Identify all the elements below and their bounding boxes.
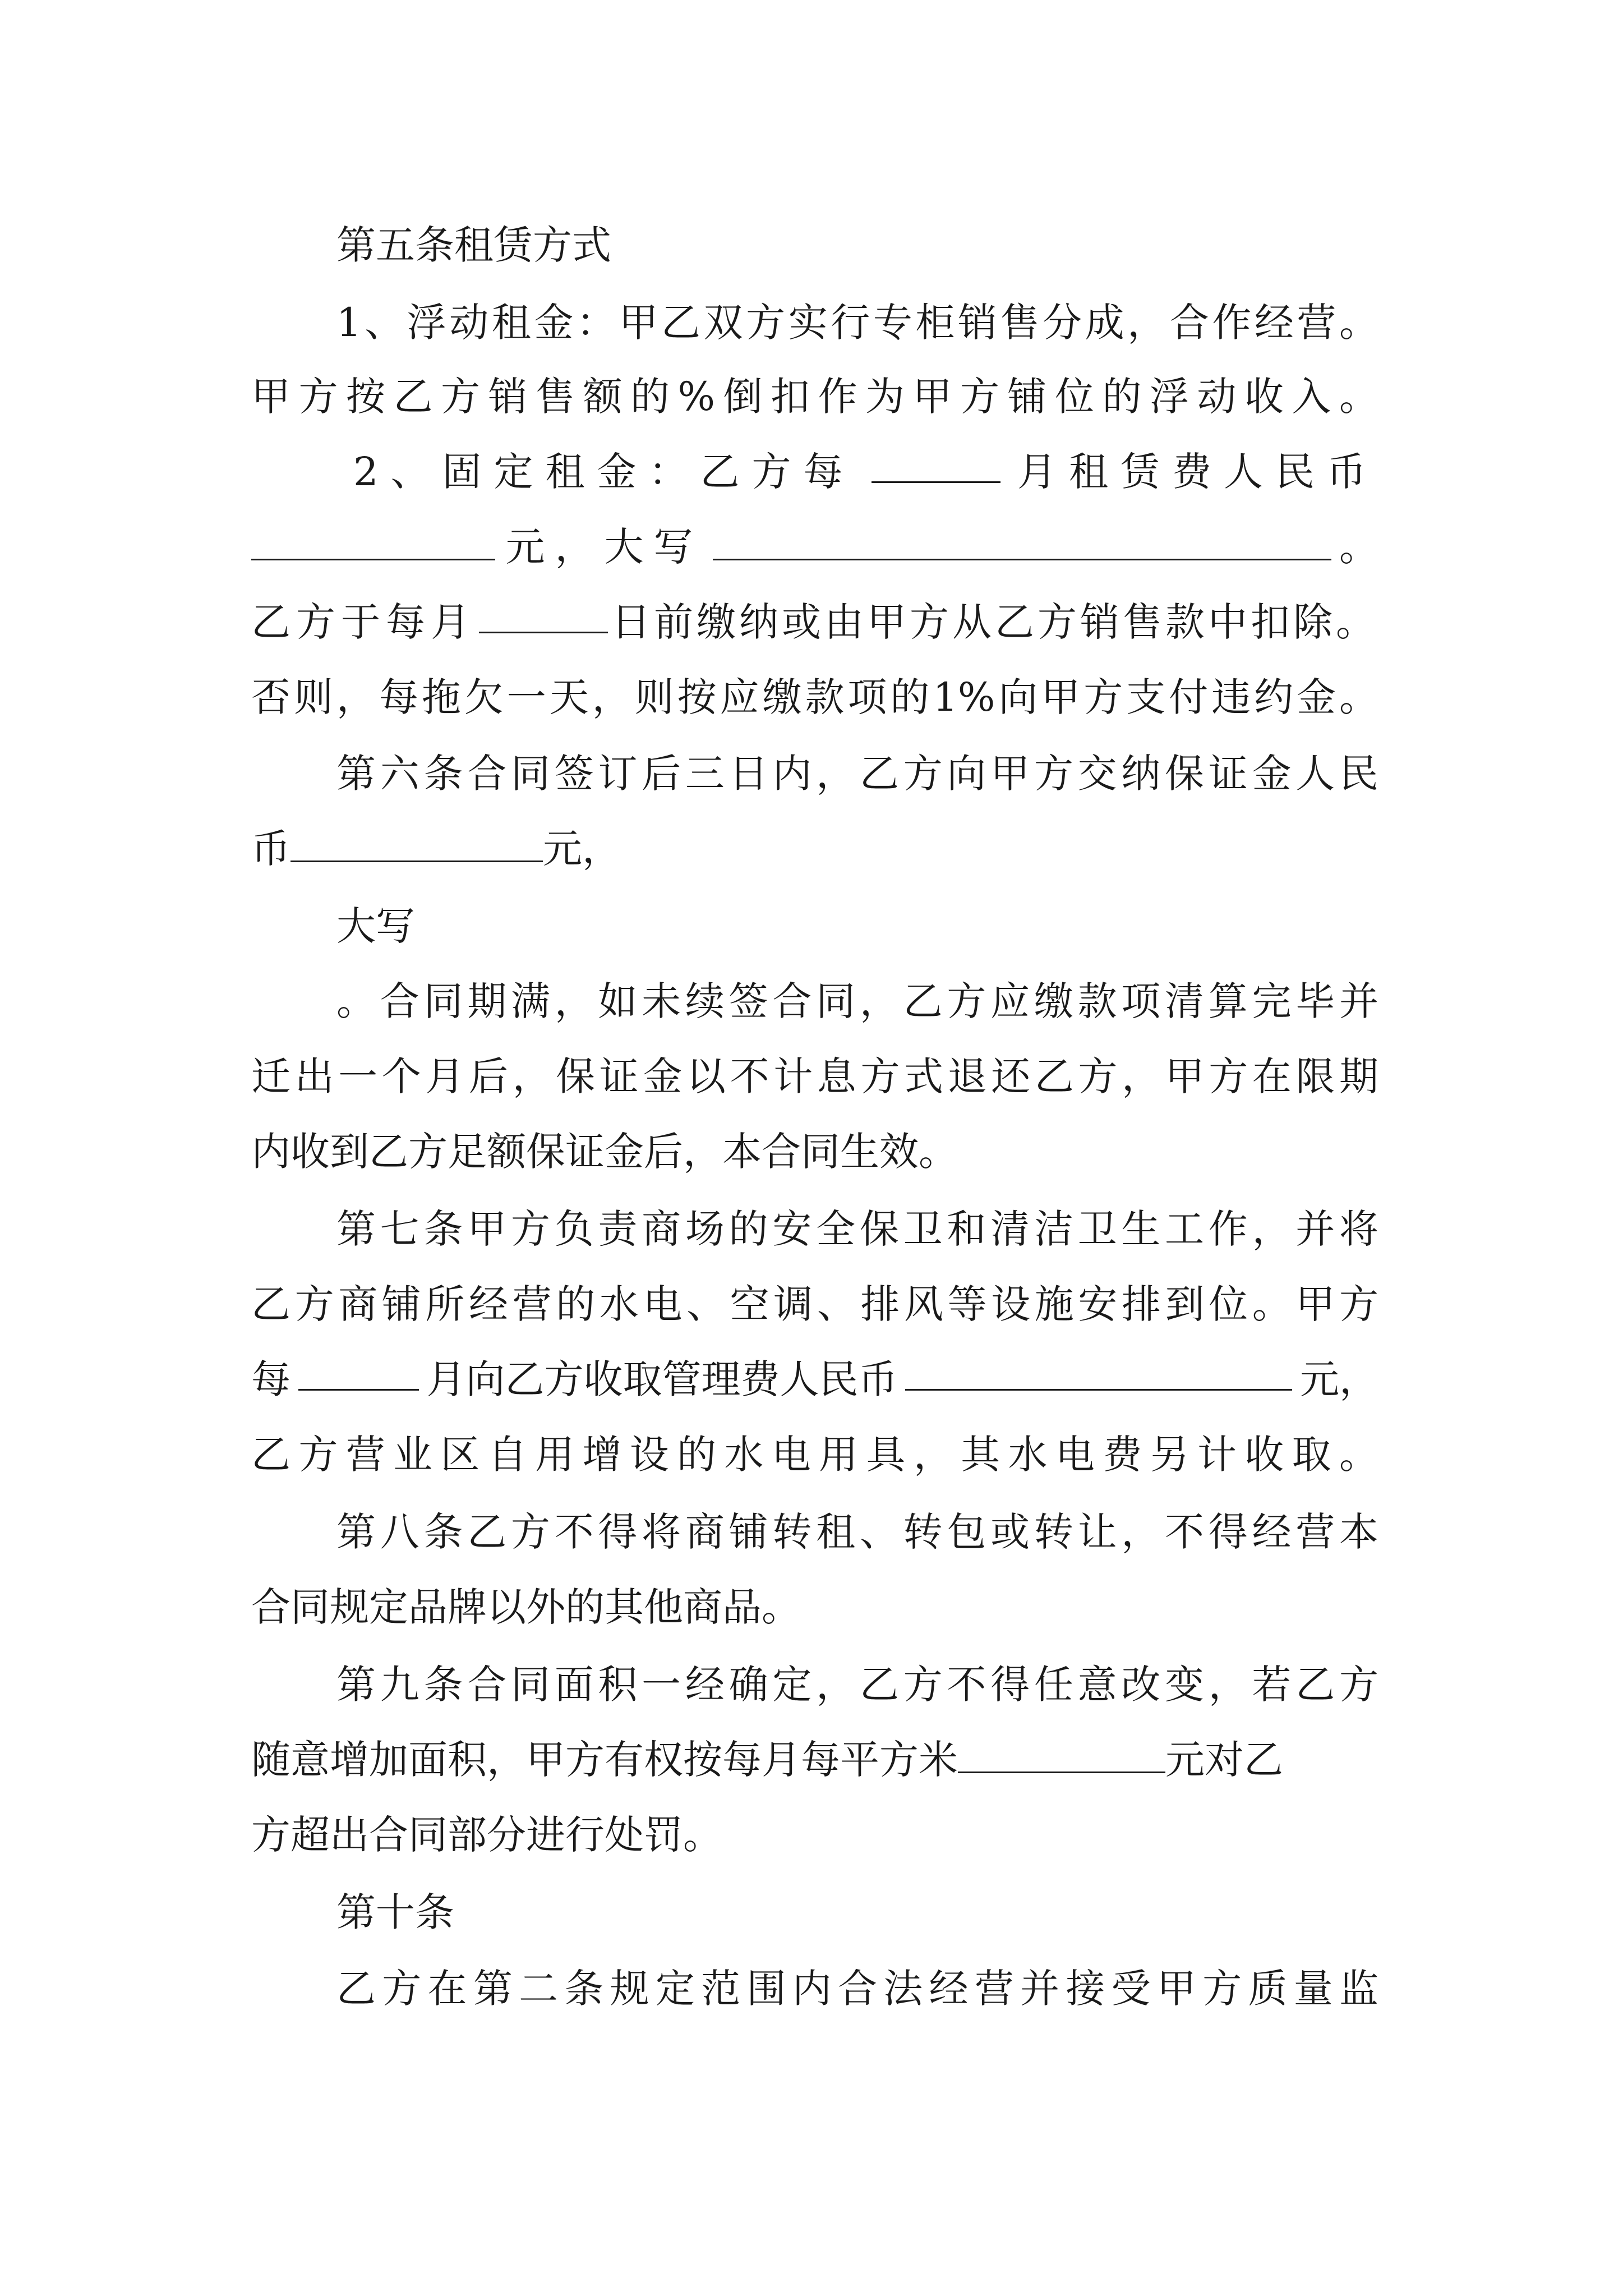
blank-field [479, 591, 608, 633]
paragraph-line: 乙方于每月 日前缴纳或由甲方从乙方销售款中扣除。 [251, 591, 1378, 653]
blank-field [251, 518, 495, 560]
paragraph-line: 每 月向乙方收取管理费人民币 元， [251, 1349, 1378, 1410]
blank-field [291, 820, 543, 862]
article-7-line: 第七条甲方负责商场的安全保卫和清洁卫生工作，并将 [336, 1206, 1378, 1252]
paragraph-line: 方超出合同部分进行处罚。 [251, 1812, 722, 1858]
paragraph-line: 2、固定租金：乙方每 月租赁费人民币 [353, 441, 1378, 503]
paragraph-line: 乙方在第二条规定范围内合法经营并接受甲方质量监 [336, 1966, 1378, 2012]
article-8-line: 第八条乙方不得将商铺转租、转包或转让，不得经营本 [336, 1509, 1378, 1555]
paragraph-line: 内收到乙方足额保证金后，本合同生效。 [251, 1129, 958, 1175]
article-5-heading: 第五条租赁方式 [336, 222, 611, 268]
blank-field [905, 1349, 1292, 1391]
paragraph-line: 否则，每拖欠一天，则按应缴款项的1%向甲方支付违约金。 [251, 674, 1378, 720]
paragraph-line: 大写 [336, 903, 415, 949]
paragraph-line: 迁出一个月后，保证金以不计息方式退还乙方，甲方在限期 [251, 1053, 1378, 1099]
paragraph-line: 合同规定品牌以外的其他商品。 [251, 1584, 801, 1630]
article-9-line: 第九条合同面积一经确定，乙方不得任意改变，若乙方 [336, 1662, 1378, 1708]
paragraph-line: 随意增加面积，甲方有权按每月每平方米 元对乙 [251, 1729, 1378, 1791]
article-10-heading: 第十条 [336, 1889, 454, 1935]
paragraph-line: 元，大写 。 [251, 516, 1378, 578]
paragraph-line: 甲方按乙方销售额的%倒扣作为甲方铺位的浮动收入。 [251, 374, 1378, 420]
blank-field [872, 441, 1000, 483]
blank-field [713, 518, 1331, 560]
paragraph-line: 币 元， [251, 818, 1378, 880]
paragraph-line: 乙方商铺所经营的水电、空调、排风等设施安排到位。甲方 [251, 1281, 1378, 1327]
blank-field [298, 1349, 419, 1391]
paragraph-line: 。合同期满，如未续签合同，乙方应缴款项清算完毕并 [336, 978, 1378, 1024]
paragraph-line: 1、浮动租金：甲乙双方实行专柜销售分成，合作经营。 [336, 300, 1378, 346]
article-6-line: 第六条合同签订后三日内，乙方向甲方交纳保证金人民 [336, 751, 1378, 797]
blank-field [958, 1731, 1165, 1773]
paragraph-line: 乙方营业区自用增设的水电用具，其水电费另计收取。 [251, 1432, 1378, 1478]
